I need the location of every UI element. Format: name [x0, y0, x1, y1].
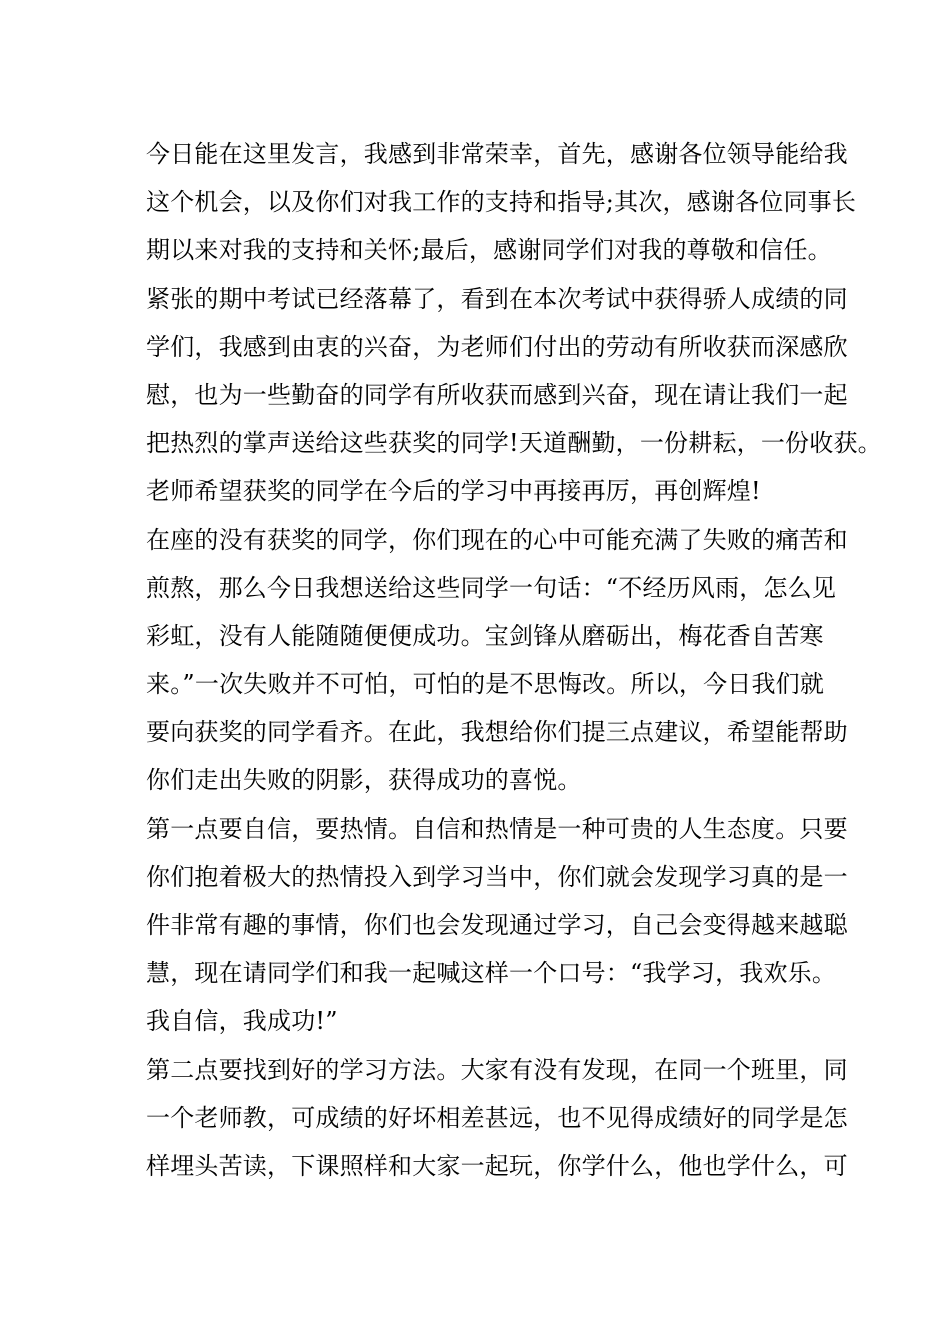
text-line: 今日能在这里发言，我感到非常荣幸，首先，感谢各位领导能给我 — [146, 140, 848, 168]
text-line: 你们走出失败的阴影，获得成功的喜悦。 — [146, 766, 582, 795]
speech-body-text — [146, 130, 882, 1190]
text-line: 期以来对我的支持和关怀;最后，感谢同学们对我的尊敬和信任。 — [146, 236, 832, 265]
text-line: 在座的没有获奖的同学，你们现在的心中可能充满了失败的痛苦和 — [146, 525, 848, 554]
text-line: 慧，现在请同学们和我一起喊这样一个口号：“我学习，我欢乐。 — [146, 959, 837, 988]
text-line: 第一点要自信，要热情。自信和热情是一种可贵的人生态度。只要 — [146, 814, 848, 843]
text-line: 来。”一次失败并不可怕，可怕的是不思悔改。所以，今日我们就 — [146, 670, 825, 699]
text-line: 我自信，我成功!” — [146, 1007, 338, 1036]
text-line: 要向获奖的同学看齐。在此，我想给你们提三点建议，希望能帮助 — [146, 718, 848, 747]
text-line: 件非常有趣的事情，你们也会发现通过学习，自己会变得越来越聪 — [146, 911, 848, 939]
text-line: 你们抱着极大的热情投入到学习当中，你们就会发现学习真的是一 — [146, 862, 848, 891]
text-line: 这个机会，以及你们对我工作的支持和指导;其次，感谢各位同事长 — [146, 188, 857, 217]
text-line: 把热烈的掌声送给这些获奖的同学!天道酬勤，一份耕耘，一份收获。 — [146, 429, 882, 458]
text-line: 样埋头苦读，下课照样和大家一起玩，你学什么，他也学什么，可 — [146, 1151, 848, 1180]
text-line: 慰，也为一些勤奋的同学有所收获而感到兴奋，现在请让我们一起 — [146, 380, 848, 409]
text-line: 一个老师教，可成绩的好坏相差甚远，也不见得成绩好的同学是怎 — [146, 1103, 848, 1132]
text-line: 彩虹，没有人能随随便便成功。宝剑锋从磨砺出，梅花香自苦寒 — [146, 621, 824, 650]
text-line: 第二点要找到好的学习方法。大家有没有发现，在同一个班里，同 — [146, 1055, 848, 1084]
text-line: 学们，我感到由衷的兴奋，为老师们付出的劳动有所收获而深感欣 — [146, 332, 848, 361]
text-line: 紧张的期中考试已经落幕了，看到在本次考试中获得骄人成绩的同 — [146, 284, 848, 313]
text-line: 煎熬，那么今日我想送给这些同学一句话：“不经历风雨，怎么见 — [146, 573, 837, 602]
text-line: 老师希望获奖的同学在今后的学习中再接再厉，再创辉煌! — [146, 477, 761, 506]
